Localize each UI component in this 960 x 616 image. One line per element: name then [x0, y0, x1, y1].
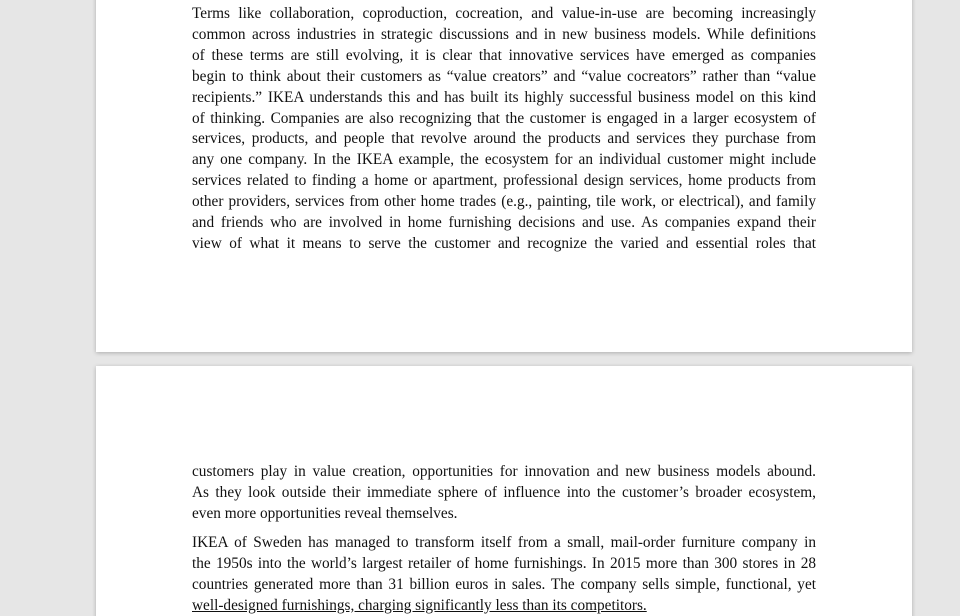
text-line: begin to think about their customers as “value creators” and “value cocreators” rather than “value — [192, 67, 816, 85]
text-line: customers play in value creation, opportunities for innovation and new business models abound. — [192, 463, 816, 480]
text-line: services related to finding a home or apartment, professional design services, home products from — [192, 172, 816, 190]
text-line: and friends who are involved in home furnishing decisions and use. As companies expand their — [192, 214, 816, 232]
text-line: Terms like collaboration, coproduction, cocreation, and value-in-use are becoming increasingly — [192, 5, 816, 22]
text-line: countries generated more than 31 billion euros in sales. The company sells simple, functional, yet — [192, 575, 816, 593]
text-line: of thinking. Companies are also recognizing that the customer is engaged in a larger ecosystem of — [192, 109, 816, 127]
text-line: As they look outside their immediate sphere of influence into the customer’s broader ecosystem, — [192, 483, 816, 501]
text-line: well-designed furnishings, charging significantly less than its competitors. — [192, 596, 647, 614]
text-line: view of what it means to serve the customer and recognize the varied and essential roles that — [192, 234, 816, 252]
text-line: services, products, and people that revolve around the products and services they purchase from — [192, 130, 816, 148]
text-line: any one company. In the IKEA example, the ecosystem for an individual customer might include — [192, 151, 816, 169]
page-2-paragraph-2 — [192, 533, 816, 616]
text-line: recipients.” IKEA understands this and has built its highly successful business model on this kind — [192, 88, 816, 106]
text-line: IKEA of Sweden has managed to transform itself from a small, mail-order furniture company in — [192, 534, 816, 551]
page-2 — [96, 366, 912, 616]
page-1 — [96, 0, 912, 352]
text-line: even more opportunities reveal themselves. — [192, 504, 458, 522]
text-line: other providers, services from other home trades (e.g., painting, tile work, or electrical), and family — [192, 193, 816, 211]
text-line: the 1950s into the world’s largest retailer of home furnishings. In 2015 more than 300 stores in 28 — [192, 554, 816, 572]
text-line: of these terms are still evolving, it is clear that innovative services have emerged as companies — [192, 46, 816, 64]
page-2-paragraph-1 — [192, 462, 816, 525]
page-1-paragraph — [192, 4, 816, 255]
text-line: common across industries in strategic discussions and in new business models. While definitions — [192, 25, 816, 43]
